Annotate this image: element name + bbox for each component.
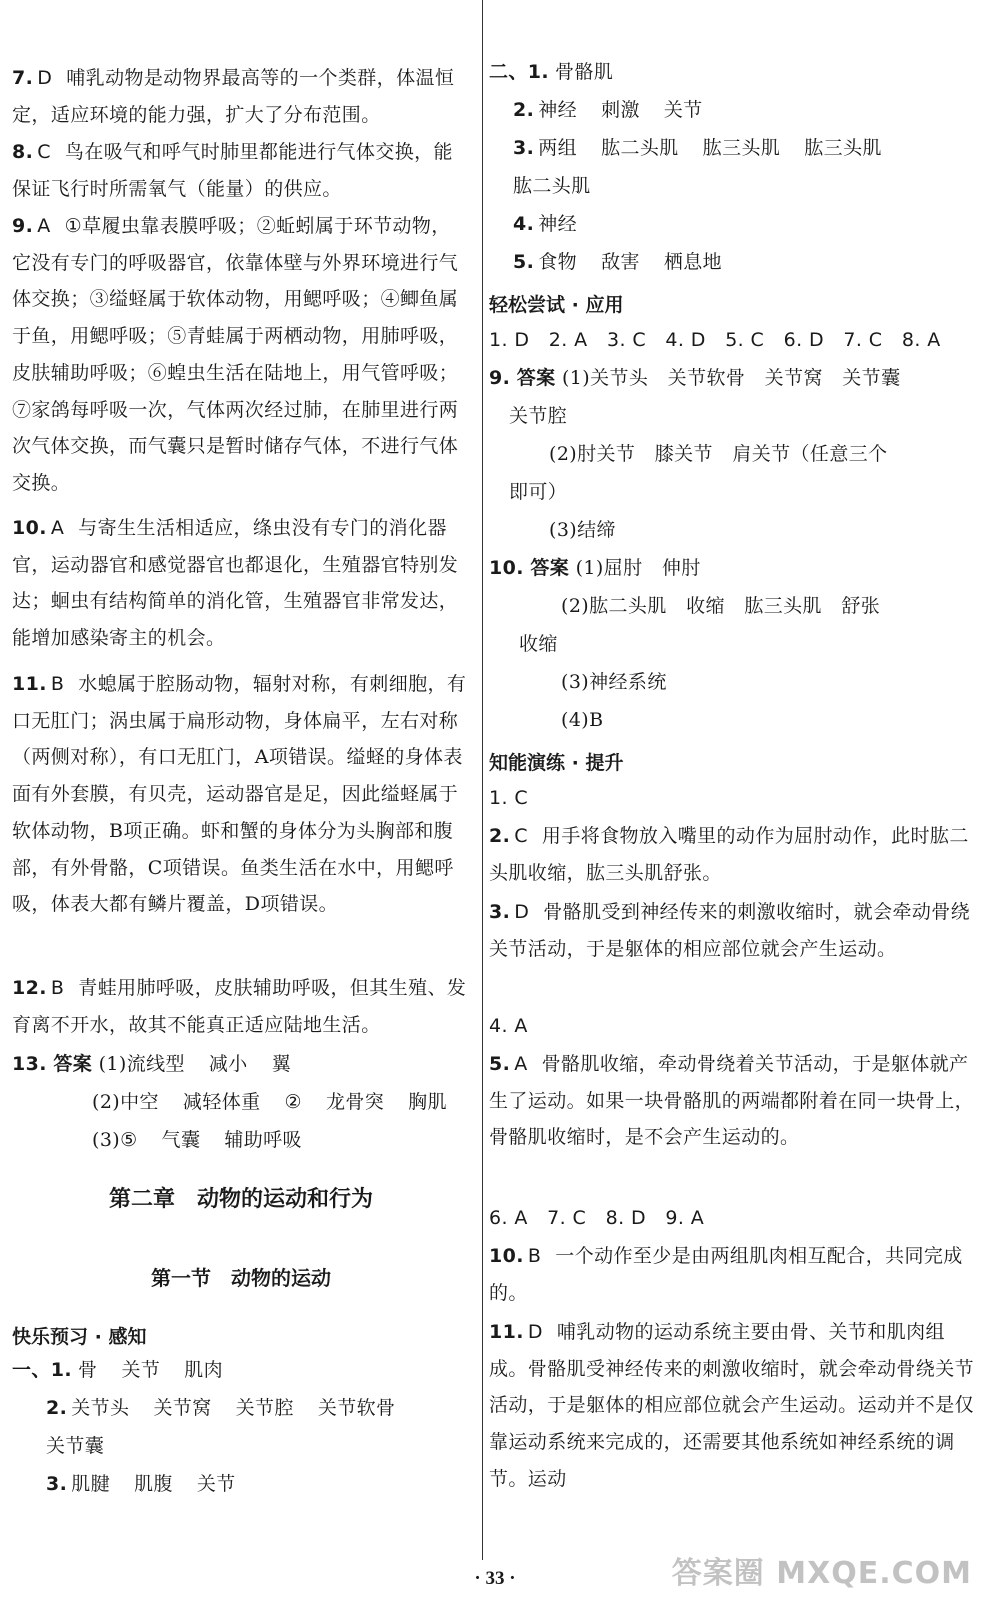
watermark-logo: 答案圈 MXQE.COM bbox=[671, 1556, 972, 1591]
section-title: 第一节 动物的运动 bbox=[151, 1266, 331, 1290]
answer-item-13: 13. 答案 (1)流线型 减小 翼 bbox=[12, 1046, 467, 1083]
skill-answer-5: 5. A 骨骼肌收缩，牵动骨绕着关节活动，于是躯体就产生了运动。如果一块骨骼肌的两端都附着在同一块骨上，骨骼肌收缩时，是不会产生运动的。 bbox=[489, 1053, 975, 1149]
answer-r10-line-4: (4)B bbox=[561, 709, 604, 731]
skill-answer-1: 1. C bbox=[489, 787, 529, 809]
answer-13-line-2: (2)中空 减轻体重 ② 龙骨突 胸肌 bbox=[92, 1091, 447, 1113]
answer-13-line-1: (1)流线型 减小 翼 bbox=[98, 1053, 292, 1075]
right-column bbox=[482, 0, 990, 1560]
skill-heading: 知能演练 · 提升 bbox=[489, 752, 624, 774]
answer-item-r9: 9. 答案 (1)关节头 关节软骨 关节窝 关节囊 bbox=[489, 367, 901, 389]
answer-item-9: 9. A ①草履虫靠表膜呼吸；②蚯蚓属于环节动物，它没有专门的呼吸器官，依靠体壁与外界环境进行气体交换；③缢蛏属于软体动物，用鳃呼吸；④鲫鱼属于鱼，用鳃呼吸；⑤青蛙属于两栖动物，用肺呼吸，皮肤辅助呼吸；⑥蝗虫生活在陆地上，用气管呼吸；⑦家鸽每呼吸一次，气体两次经过肺，在肺里进行两次气体交换，而气囊只是暂时储存气体，不进行气体交换。 bbox=[12, 215, 459, 494]
answer-r9-line-2: (2)肘关节 膝关节 肩关节（任意三个 bbox=[549, 443, 888, 465]
fill-item-3: 3. 两组 肱二头肌 肱三头肌 肱三头肌 bbox=[513, 137, 882, 159]
answer-item-7: 7. D 哺乳动物是动物界最高等的一个类群，体温恒定，适应环境的能力强，扩大了分布范围。 bbox=[12, 67, 455, 126]
answer-item-r10: 10. 答案 (1)屈肘 伸肘 bbox=[489, 557, 701, 579]
answer-13-line-3: (3)⑤ 气囊 辅助呼吸 bbox=[92, 1129, 302, 1151]
answer-r9-line-3: (3)结缔 bbox=[549, 519, 616, 541]
fill-item-3-cont: 肱二头肌 bbox=[513, 175, 591, 197]
mc-answers-line: 1. D 2. A 3. C 4. D 5. C 6. D 7. C 8. A bbox=[489, 329, 941, 351]
answer-r9-cont-1: 关节腔 bbox=[509, 405, 568, 427]
try-heading: 轻松尝试 · 应用 bbox=[489, 294, 624, 316]
answer-item-12: 12. B 青蛙用肺呼吸，皮肤辅助呼吸，但其生殖、发育离不开水，故其不能真正适应陆地生活。 bbox=[12, 977, 467, 1036]
answer-r9-cont-2: 即可） bbox=[509, 481, 568, 503]
preview-item-3: 3. 肌腱 肌腹 关节 bbox=[46, 1473, 236, 1495]
answer-r10-line-2: (2)肱二头肌 收缩 肱三头肌 舒张 bbox=[561, 595, 881, 617]
preview-item-1: 一、1. 骨 关节 肌肉 bbox=[12, 1359, 224, 1381]
answer-r10-cont: 收缩 bbox=[519, 633, 558, 655]
answer-item-11: 11. B 水螅属于腔肠动物，辐射对称，有刺细胞，有口无肛门；涡虫属于扁形动物，身体扁平，左右对称（两侧对称），有口无肛门，A项错误。缢蛏的身体表面有外套膜，有贝壳，运动器官是足，因此缢蛏属于软体动物，B项正确。虾和蟹的身体分为头胸部和腹部，有外骨骼，C项错误。鱼类生活在水中，用鳃呼吸，体表大都有鳞片覆盖，D项错误。 bbox=[12, 673, 467, 916]
fill-item-2: 2. 神经 刺激 关节 bbox=[513, 99, 703, 121]
skill-answer-4: 4. A bbox=[489, 1015, 528, 1037]
skill-answer-2: 2. C 用手将食物放入嘴里的动作为屈肘动作，此时肱二头肌收缩，肱三头肌舒张。 bbox=[489, 825, 969, 884]
fill-item-4: 4. 神经 bbox=[513, 213, 578, 235]
skill-answer-11: 11. D 哺乳动物的运动系统主要由骨、关节和肌肉组成。骨骼肌受神经传来的刺激收缩时，就会牵动骨绕关节活动，于是躯体的相应部位就会产生运动。运动并不是仅靠运动系统来完成的，还需要其他系统如神经系统的调节。运动 bbox=[489, 1321, 975, 1490]
preview-item-2: 2. 关节头 关节窝 关节腔 关节软骨 bbox=[46, 1397, 396, 1419]
answer-item-8: 8. C 鸟在吸气和呼气时肺里都能进行气体交换，能保证飞行时所需氧气（能量）的供应。 bbox=[12, 141, 453, 200]
fill-item-1: 二、1. 骨骼肌 bbox=[489, 61, 614, 83]
skill-answer-10: 10. B 一个动作至少是由两组肌肉相互配合，共同完成的。 bbox=[489, 1245, 963, 1304]
skill-answers-6-9: 6. A 7. C 8. D 9. A bbox=[489, 1207, 705, 1229]
answer-item-10: 10. A 与寄生生活相适应，绦虫没有专门的消化器官，运动器官和感觉器官也都退化，生殖器官特别发达；蛔虫有结构简单的消化管，生殖器官非常发达，能增加感染寄主的机会。 bbox=[12, 517, 459, 650]
chapter-title: 第二章 动物的运动和行为 bbox=[108, 1187, 373, 1212]
preview-heading: 快乐预习 · 感知 bbox=[12, 1326, 147, 1348]
skill-answer-3: 3. D 骨骼肌受到神经传来的刺激收缩时，就会牵动骨绕关节活动，于是躯体的相应部位就会产生运动。 bbox=[489, 901, 971, 960]
preview-item-2-cont: 关节囊 bbox=[46, 1435, 105, 1457]
fill-item-5: 5. 食物 敌害 栖息地 bbox=[513, 251, 723, 273]
answer-r10-line-3: (3)神经系统 bbox=[561, 671, 667, 693]
page-number: · 33 · bbox=[474, 1568, 516, 1589]
